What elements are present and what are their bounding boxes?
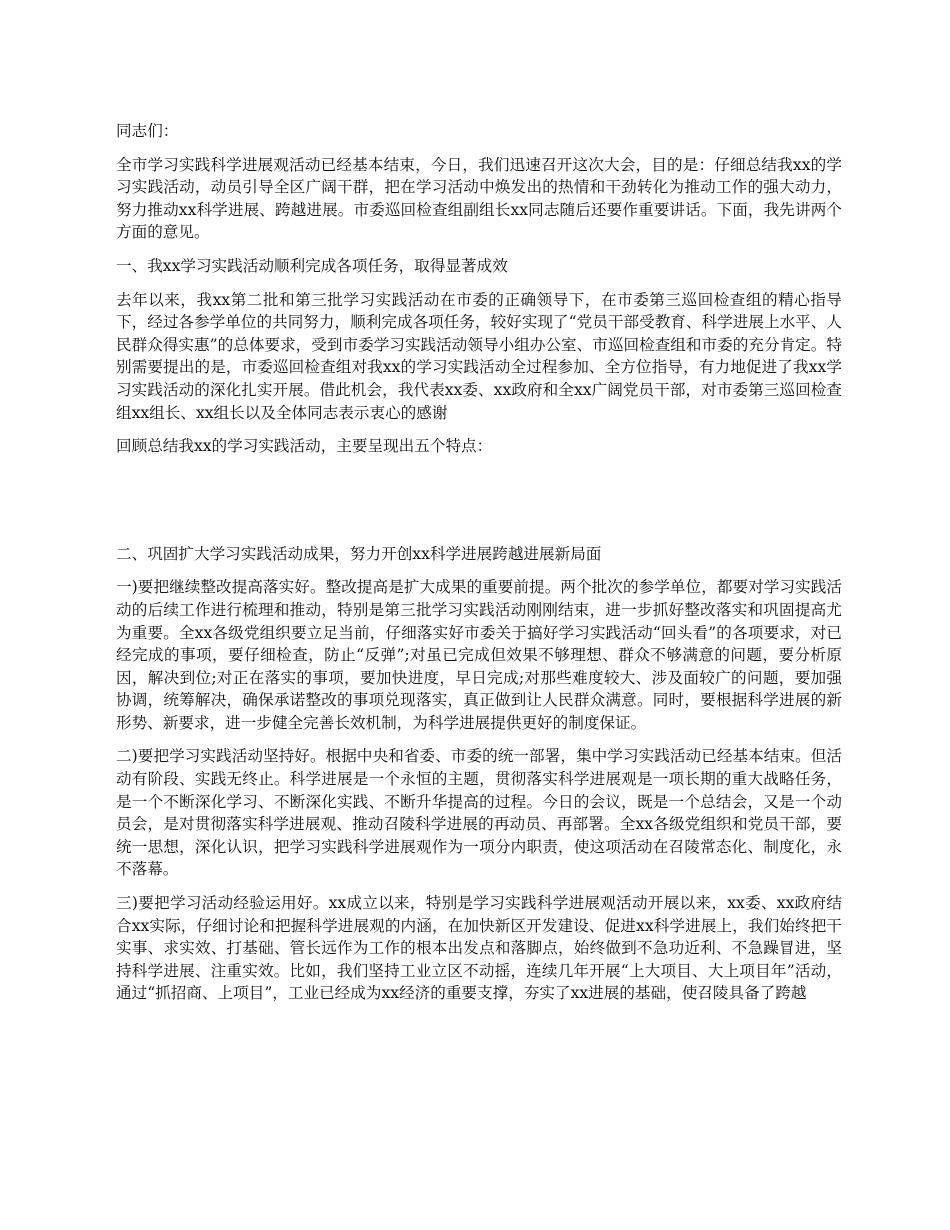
section2-title: 二、巩固扩大学习实践活动成果，努力开创xx科学进展跨越进展新局面 bbox=[116, 544, 602, 563]
section2-item-3: 三)要把学习活动经验运用好。xx成立以来，特别是学习实践科学进展观活动开展以来，xx委、xx政府结合xx实际，仔细讨论和把握科学进展观的内涵，在加快新区开发建设、促进xx科学进展上，我们始终把干实事、求实效、打基础、管长远作为工作的根本出发点和落脚点，始终做到不急功近利、不急躁冒进，坚持科学进展、注重实效。比如，我们坚持工业立区不动摇，连续几年开展“上大项目、大上项目年”活动，通过“抓招商、上项目”，工业已经成为xx经济的重要支撑，夯实了xx进展的基础，使召陵具备了跨越 bbox=[116, 894, 842, 1003]
section2-item-2: 二)要把学习实践活动坚持好。根据中央和省委、市委的统一部署，集中学习实践活动已经基本结束。但活动有阶段、实践无终止。科学进展是一个永恒的主题，贯彻落实科学进展观是一项长期的重大战略任务，是一个不断深化学习、不断深化实践、不断升华提高的过程。今日的会议，既是一个总结会，又是一个动员会，是对贯彻落实科学进展观、推动召陵科学进展的再动员、再部署。全xx各级党组织和党员干部，要统一思想，深化认识，把学习实践科学进展观作为一项分内职责，使这项活动在召陵常态化、制度化，永不落幕。 bbox=[116, 747, 842, 879]
document-page bbox=[116, 120, 842, 1016]
greeting: 同志们： bbox=[116, 122, 179, 140]
section1-title: 一、我xx学习实践活动顺利完成各项任务，取得显著成效 bbox=[116, 256, 508, 275]
blank-gap bbox=[116, 469, 842, 543]
section2-item-1: 一)要把继续整改提高落实好。整改提高是扩大成果的重要前提。两个批次的参学单位，都要对学习实践活动的后续工作进行梳理和推动，特别是第三批学习实践活动刚刚结束，进一步抓好整改落实和巩固提高尤为重要。全xx各级党组织要立足当前，仔细落实好市委关于搞好学习实践活动“回头看”的各项要求，对已经完成的事项，要仔细检查，防止“反弹”;对虽已完成但效果不够理想、群众不够满意的问题，要分析原因，解决到位;对正在落实的事项，要加快进度，早日完成;对那些难度较大、涉及面较广的问题，要加强协调，统筹解决，确保承诺整改的事项兑现落实，真正做到让人民群众满意。同时，要根据科学进展的新形势、新要求，进一步健全完善长效机制，为科学进展提供更好的制度保证。 bbox=[116, 578, 842, 732]
intro-paragraph: 全市学习实践科学进展观活动已经基本结束，今日，我们迅速召开这次大会，目的是：仔细总结我xx的学习实践活动，动员引导全区广阔干群，把在学习活动中焕发出的热情和干劲转化为推动工作的强大动力，努力推动xx科学进展、跨越进展。市委巡回检查组副组长xx同志随后还要作重要讲话。下面，我先讲两个方面的意见。 bbox=[116, 155, 842, 242]
section1-paragraph-1: 去年以来，我xx第二批和第三批学习实践活动在市委的正确领导下，在市委第三巡回检查组的精心指导下，经过各参学单位的共同努力，顺利完成各项任务，较好实现了“党员干部受教育、科学进展上水平、人民群众得实惠”的总体要求，受到市委学习实践活动领导小组办公室、市巡回检查组和市委的充分肯定。特别需要提出的是，市委巡回检查组对我xx的学习实践活动全过程参加、全方位指导，有力地促进了我xx学习实践活动的深化扎实开展。借此机会，我代表xx委、xx政府和全xx广阔党员干部，对市委第三巡回检查组xx组长、xx组长以及全体同志表示衷心的感谢 bbox=[116, 290, 842, 422]
section1-paragraph-2: 回顾总结我xx的学习实践活动，主要呈现出五个特点： bbox=[116, 437, 493, 456]
